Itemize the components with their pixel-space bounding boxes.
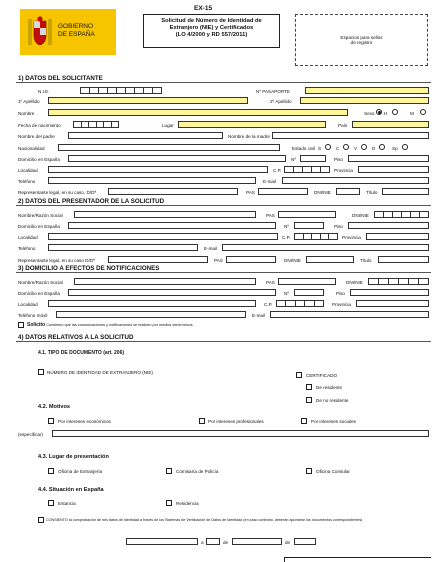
apellido2-label: 2º Apellido (270, 99, 292, 104)
s3-num-label: Nº (284, 291, 289, 296)
localidad-field[interactable] (48, 166, 268, 173)
s2-pas-field[interactable] (278, 211, 336, 218)
email-field[interactable] (282, 177, 429, 184)
provincia-field[interactable] (358, 166, 429, 173)
s2-rep-pas-label: PAS (214, 258, 223, 263)
madre-label: Nombre de la madre (228, 134, 270, 139)
s3-domicilio-field[interactable] (68, 289, 276, 296)
stamp-box (295, 14, 428, 66)
apellido1-field[interactable] (48, 97, 248, 104)
s3-email-field[interactable] (270, 311, 429, 318)
s2-provincia-field[interactable] (366, 233, 429, 240)
nie-option-checkbox[interactable] (38, 369, 44, 375)
mot-eco-checkbox[interactable] (48, 418, 54, 424)
s3-localidad-field[interactable] (48, 300, 256, 307)
government-logo (20, 9, 116, 55)
consiento-checkbox[interactable] (38, 517, 44, 523)
s2-rep-dni-label: DNI/NIE (284, 258, 301, 263)
section1-title: 1) DATOS DEL SOLICITANTE (18, 75, 103, 82)
lugar-label: Lugar (162, 123, 174, 128)
s2-pas-label: PAS (266, 213, 275, 218)
footer-box (284, 557, 431, 562)
mot-eco-label: Por intereses económicos (58, 419, 111, 424)
rep-dni-label: DNI/NIE (314, 190, 331, 195)
s2-representante-field[interactable] (108, 256, 208, 263)
padre-field[interactable] (68, 132, 223, 139)
ec-sp-radio[interactable] (402, 144, 408, 150)
section4-divider (16, 341, 431, 342)
residente-checkbox[interactable] (306, 384, 312, 390)
pais-label: País (338, 123, 348, 128)
ec-v-radio[interactable] (361, 144, 367, 150)
domicilio-label: Domicilio en España (18, 157, 60, 162)
no-residente-label: De no residente (316, 398, 349, 403)
date-de2-label: de (285, 540, 291, 545)
s2-rep-titulo-label: Título (360, 258, 372, 263)
pasaporte-label: Nº PASAPORTE (256, 89, 290, 94)
apellido2-field[interactable] (300, 97, 429, 104)
comisaria-checkbox[interactable] (166, 468, 172, 474)
telefono-label: Teléfono (18, 179, 36, 184)
s3-email-label: E-mail (252, 313, 266, 318)
representante-label: Representante legal, en su caso, D/Dª (18, 190, 97, 195)
s2-rep-titulo-field[interactable] (378, 256, 429, 263)
s3-cp-field[interactable] (276, 300, 324, 307)
s2-representante-label: Representante legal, en su caso D/Dª (18, 258, 95, 263)
consiento-text: CONSIENTO la comprobación de mis datos de identidad a través de los Sistemas de Verificación de Datos de Identidad (en caso contrario, deberán aportarse los documentos correspondientes) (46, 518, 363, 522)
gov-name-line2: DE ESPAÑA (58, 31, 95, 38)
title-line1: Solicitud de Número de Identidad de (161, 18, 262, 24)
s2-rep-pas-field[interactable] (226, 256, 276, 263)
email-label: E-mail (263, 179, 277, 184)
s3-telefono-label: Teléfono móvil (18, 313, 48, 318)
ec-s-label: S (318, 146, 322, 151)
fecha-nac-field[interactable] (73, 121, 119, 128)
s2-localidad-field[interactable] (48, 233, 278, 240)
s3-localidad-label: Localidad (18, 302, 38, 307)
date-year-field[interactable] (294, 538, 316, 545)
motivos-title: 4.2. Motivos (38, 404, 71, 410)
s3-piso-label: Piso (336, 291, 345, 296)
pais-field[interactable] (352, 121, 429, 128)
apellido1-label: 1º Apellido (18, 99, 40, 104)
ec-d-radio[interactable] (379, 144, 385, 150)
form-title-box (143, 14, 280, 48)
s2-dni-field[interactable] (374, 211, 429, 218)
s2-piso-field[interactable] (348, 222, 429, 229)
residencia-checkbox[interactable] (166, 500, 172, 506)
situacion-title: 4.4. Situación en España (38, 487, 104, 493)
s3-pas-field[interactable] (278, 278, 336, 285)
mot-soc-label: Por intereses sociales (311, 419, 356, 424)
date-a-label: a (201, 540, 204, 545)
nombre-field[interactable] (48, 109, 348, 116)
s3-telefono-field[interactable] (56, 311, 246, 318)
cp-field[interactable] (284, 166, 330, 173)
gov-name-line1: GOBIERNO (58, 23, 94, 30)
especificar-label: (especificar) (18, 432, 44, 437)
estancia-checkbox[interactable] (48, 500, 54, 506)
consular-checkbox[interactable] (306, 468, 312, 474)
ec-c-label: C (336, 146, 340, 151)
nie-label: N.I.E. (38, 89, 50, 94)
lugar-field[interactable] (178, 121, 326, 128)
s3-consent-rest: Consiento que las comunicaciones y notificaciones se realicen por medios electrónicos (46, 323, 193, 327)
s3-num-field[interactable] (294, 289, 324, 296)
s3-consent-bold: Solicito (27, 322, 46, 328)
section3-divider (16, 272, 431, 273)
s3-consent-checkbox[interactable] (18, 322, 24, 328)
oficina-label: Oficina de Extranjería (58, 469, 103, 474)
s2-provincia-label: Provincia (342, 235, 361, 240)
piso-label: Piso (334, 157, 343, 162)
s3-cp-label: C.P. (264, 302, 273, 307)
sexo-m-radio[interactable] (420, 109, 426, 115)
section2-divider (16, 205, 431, 206)
num-label: Nº (291, 157, 296, 162)
piso-field[interactable] (348, 155, 429, 162)
s2-num-field[interactable] (294, 222, 324, 229)
sexo-other-radio[interactable] (392, 109, 398, 115)
cp-label: C.P. (273, 168, 282, 173)
lugar-pres-title: 4.3. Lugar de presentación (38, 454, 109, 460)
ec-s-radio[interactable] (325, 144, 331, 150)
s2-localidad-label: Localidad (18, 235, 38, 240)
mot-pro-checkbox[interactable] (199, 418, 205, 424)
s3-domicilio-label: Domicilio en España (18, 291, 60, 296)
padre-label: Nombre del padre (18, 134, 55, 139)
sexo-h-label: H (384, 111, 388, 116)
s2-cp-field[interactable] (294, 233, 338, 240)
tipo-doc-title: 4.1. TIPO DE DOCUMENTO (art. 206) (38, 350, 125, 356)
comisaria-label: Comisaría de Policía (176, 469, 219, 474)
section3-title: 3) DOMICILIO A EFECTOS DE NOTIFICACIONES (18, 265, 160, 272)
estado-civil-label: Estado civil (292, 146, 316, 151)
date-day-field[interactable] (206, 538, 220, 545)
s3-piso-field[interactable] (350, 289, 429, 296)
ec-v-label: V (354, 146, 358, 151)
rep-pas-label: PAS (246, 190, 255, 195)
stamp-line2: de registro (350, 40, 373, 45)
rep-titulo-field[interactable] (382, 188, 429, 195)
form-code: EX-15 (194, 5, 213, 12)
date-place-field[interactable] (126, 538, 198, 545)
s2-domicilio-field[interactable] (68, 222, 276, 229)
s3-pas-label: PAS (266, 280, 275, 285)
nie-field[interactable] (80, 87, 162, 94)
telefono-field[interactable] (48, 177, 256, 184)
sexo-label: Sexo (364, 111, 375, 116)
representante-field[interactable] (108, 188, 238, 195)
s3-nombre-label: Nombre/Razón Social (18, 280, 63, 285)
s3-dni-label: DNI/NIE (346, 280, 363, 285)
fecha-nac-label: Fecha de nacimiento (18, 123, 61, 128)
s3-nombre-field[interactable] (74, 278, 256, 285)
s3-dni-field[interactable] (368, 278, 429, 285)
s2-num-label: Nº (284, 224, 289, 229)
s3-consent-text (27, 322, 193, 328)
s2-telefono-label: Teléfono (18, 246, 36, 251)
sexo-h-radio[interactable] (376, 109, 382, 115)
nacionalidad-field[interactable] (58, 144, 280, 151)
residente-label: De residente (316, 385, 343, 390)
s2-piso-label: Piso (334, 224, 343, 229)
s2-cp-label: C.P. (282, 235, 291, 240)
date-month-field[interactable] (232, 538, 282, 545)
no-residente-checkbox[interactable] (306, 397, 312, 403)
title-line2: Extranjero (NIE) y Certificados (169, 25, 254, 31)
certificado-label: CERTIFICADO (306, 373, 338, 378)
estancia-label: Estancia (58, 501, 76, 506)
ec-c-radio[interactable] (343, 144, 349, 150)
rep-pas-field[interactable] (258, 188, 308, 195)
localidad-label: Localidad (18, 168, 38, 173)
s2-email-label: E-mail (204, 246, 218, 251)
section4-title: 4) DATOS RELATIVOS A LA SOLICITUD (18, 334, 134, 341)
s2-telefono-field[interactable] (48, 244, 198, 251)
coat-of-arms-icon (26, 15, 54, 49)
nombre-label: Nombre (18, 111, 35, 116)
rep-dni-field[interactable] (336, 188, 360, 195)
rep-titulo-label: Título (366, 190, 378, 195)
stamp-line1: Espacios para sellos (340, 35, 383, 40)
s2-email-field[interactable] (222, 244, 429, 251)
section1-divider (16, 82, 431, 83)
s2-nombre-field[interactable] (74, 211, 256, 218)
s2-rep-dni-field[interactable] (306, 256, 354, 263)
residencia-label: Residencia (176, 501, 199, 506)
s2-domicilio-label: Domicilio en España (18, 224, 60, 229)
sexo-m-label: M (410, 111, 414, 116)
s3-provincia-label: Provincia (332, 302, 351, 307)
s2-dni-label: DNI/NIE (352, 213, 369, 218)
oficina-checkbox[interactable] (48, 468, 54, 474)
madre-field[interactable] (272, 132, 429, 139)
s3-provincia-field[interactable] (356, 300, 429, 307)
section2-title: 2) DATOS DEL PRESENTADOR DE LA SOLICITUD (18, 198, 165, 205)
mot-soc-checkbox[interactable] (301, 418, 307, 424)
ec-d-label: D (372, 146, 376, 151)
title-line3: (LO 4/2000 y RD 557/2011) (175, 32, 248, 38)
s2-nombre-label: Nombre/Razón Social (18, 213, 63, 218)
nacionalidad-label: Nacionalidad (18, 146, 45, 151)
num-field[interactable] (300, 155, 326, 162)
pasaporte-field[interactable] (305, 87, 429, 94)
nie-option-label: NÚMERO DE IDENTIDAD DE EXTRANJERO (NIE) (47, 370, 153, 375)
especificar-field[interactable] (52, 430, 429, 437)
domicilio-field[interactable] (68, 155, 286, 162)
provincia-label: Provincia (334, 168, 353, 173)
date-de1-label: de (223, 540, 229, 545)
ec-sp-label: Sp (392, 146, 398, 151)
consular-label: Oficina Consular (316, 469, 350, 474)
certificado-checkbox[interactable] (296, 372, 302, 378)
mot-pro-label: Por intereses profesionales (208, 419, 264, 424)
